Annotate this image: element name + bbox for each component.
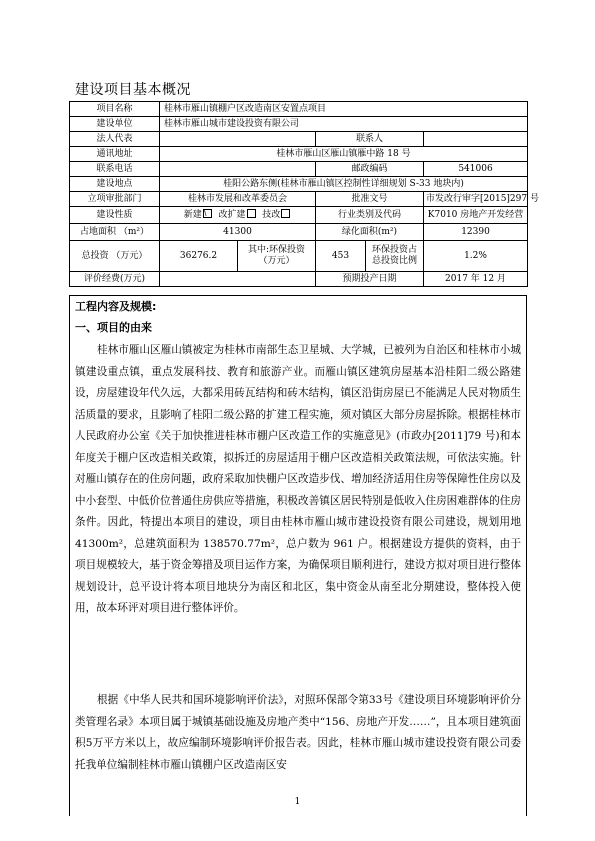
builder-value: 桂林市雁山城市建设投资有限公司 bbox=[160, 117, 528, 132]
land-area-value: 41300 bbox=[160, 224, 316, 241]
paragraph-1: 桂林市雁山区雁山镇被定为桂林市南部生态卫星城、大学城，已被列为自治区和桂林市小城镇建设重点镇，重点发展科技、教育和旅游产业。而雁山镇区建筑房屋基本沿桂阳二级公路建设，房屋建设年代久远，大都采用砖瓦结构和砖木结构，镇区沿街房屋已不能满足人民对物质生活质量的要求，且影响了桂阳二级公路的扩建工程实施，须对镇区大部分房屋拆除。根据桂林市人民政府办公室《关于加快推进桂林市棚户区改造工作的实施意见》(市政办[2011]79 号)和本年度关于棚户区改造相关政策，拟拆迁的房屋适用于棚户区改造相关政策法规，可依法实施。针对雁山镇存在的住房问题，政府采取加快棚户区改造步伐、增加经济适用住房等保障性住房以及中小套型、中低价位普通住房供应等措施，积极改善镇区居民特别是低收入住房困难群体的住房条件。因此，特提出本项目的建设，项目由桂林市雁山城市建设投资有限公司建设，规划用地 41300m²，总建筑面积为 138570.77m²，总户数为 961 户。根据建设方提供的资料，由于项目规模较大，基于资金筹措及项目运作方案，为确保项目顺利进行，建设方拟对项目进行整体规划设计，总平设计将本项目地块分为南区和北区，集中资金从南至北分期建设，整体投入使用，故本环评对项目进行整体评价。 bbox=[75, 344, 521, 614]
nature-options bbox=[160, 207, 316, 224]
eval-fee-label: 评价经费(万元) bbox=[70, 272, 160, 287]
paragraph-2: 根据《中华人民共和国环境影响评价法》，对照环保部令第33号《建设项目环境影响评价分类管理名录》本项目属于城镇基础设施及房地产类中“156、房地产开发……”，且本项目建筑面积5万平方米以上，故应编制环境影响评价报告表。因此，桂林市雁山城市建设投资有限公司委托我单位编制桂林市雁山镇棚户区改造南区安 bbox=[75, 694, 521, 771]
content-heading: 工程内容及规模: bbox=[75, 300, 157, 313]
postcode-label: 邮政编码 bbox=[316, 162, 424, 177]
project-name-value: 桂林市雁山镇棚户区改造南区安置点项目 bbox=[160, 102, 528, 117]
nature-label: 建设性质 bbox=[70, 207, 160, 224]
site-value: 桂阳公路东侧(桂林市雁山镇区控制性详细规划 S-33 地块内) bbox=[160, 177, 528, 192]
project-name-label: 项目名称 bbox=[70, 102, 160, 117]
legal-rep-value bbox=[160, 132, 316, 147]
legal-rep-label: 法人代表 bbox=[70, 132, 160, 147]
investment-value: 36276.2 bbox=[160, 241, 238, 272]
contact-value bbox=[424, 132, 528, 147]
project-info-table bbox=[69, 101, 539, 287]
postcode-value: 541006 bbox=[424, 162, 528, 177]
nature-new-checkbox bbox=[203, 209, 212, 218]
phone-label: 联系电话 bbox=[70, 162, 160, 177]
origin-heading: 一、项目的由来 bbox=[75, 321, 152, 334]
address-label: 通讯地址 bbox=[70, 147, 160, 162]
approval-dept-label: 立项审批部门 bbox=[70, 192, 160, 207]
approval-no-value: 市发改行审字[2015]297 号 bbox=[424, 192, 528, 207]
phone-value bbox=[160, 162, 316, 177]
eval-fee-value bbox=[160, 272, 316, 287]
green-area-value: 12390 bbox=[424, 224, 528, 241]
nature-tech-checkbox bbox=[281, 209, 290, 218]
industry-value: K7010 房地产开发经营 bbox=[424, 207, 528, 224]
industry-label: 行业类别及代码 bbox=[316, 207, 424, 224]
nature-tech-label: 技改 bbox=[262, 209, 281, 220]
env-invest-label: 其中:环保投资（万元） bbox=[238, 241, 316, 272]
production-date-value: 2017 年 12 月 bbox=[424, 272, 528, 287]
site-label: 建设地点 bbox=[70, 177, 160, 192]
builder-label: 建设单位 bbox=[70, 117, 160, 132]
approval-no-label: 批准文号 bbox=[316, 192, 424, 207]
page-number: 1 bbox=[294, 797, 301, 807]
nature-expand-checkbox bbox=[247, 209, 256, 218]
nature-expand-label: 改扩建 bbox=[218, 209, 246, 220]
page-title: 建设项目基本概况 bbox=[75, 82, 191, 98]
production-date-label: 预期投产日期 bbox=[316, 272, 424, 287]
env-ratio-value: 1.2% bbox=[424, 241, 528, 272]
env-ratio-label: 环保投资占总投资比例 bbox=[366, 241, 424, 272]
address-value: 桂林市雁山区雁山镇雁中路 18 号 bbox=[160, 147, 528, 162]
land-area-label: 占地面积 （m²） bbox=[70, 224, 160, 241]
env-invest-value: 453 bbox=[316, 241, 366, 272]
approval-dept-value: 桂林市发展和改革委员会 bbox=[160, 192, 316, 207]
investment-label: 总投资 （万元） bbox=[70, 241, 160, 272]
green-area-label: 绿化面积(m²) bbox=[316, 224, 424, 241]
nature-new-label: 新建 bbox=[183, 209, 202, 220]
contact-label: 联系人 bbox=[316, 132, 424, 147]
